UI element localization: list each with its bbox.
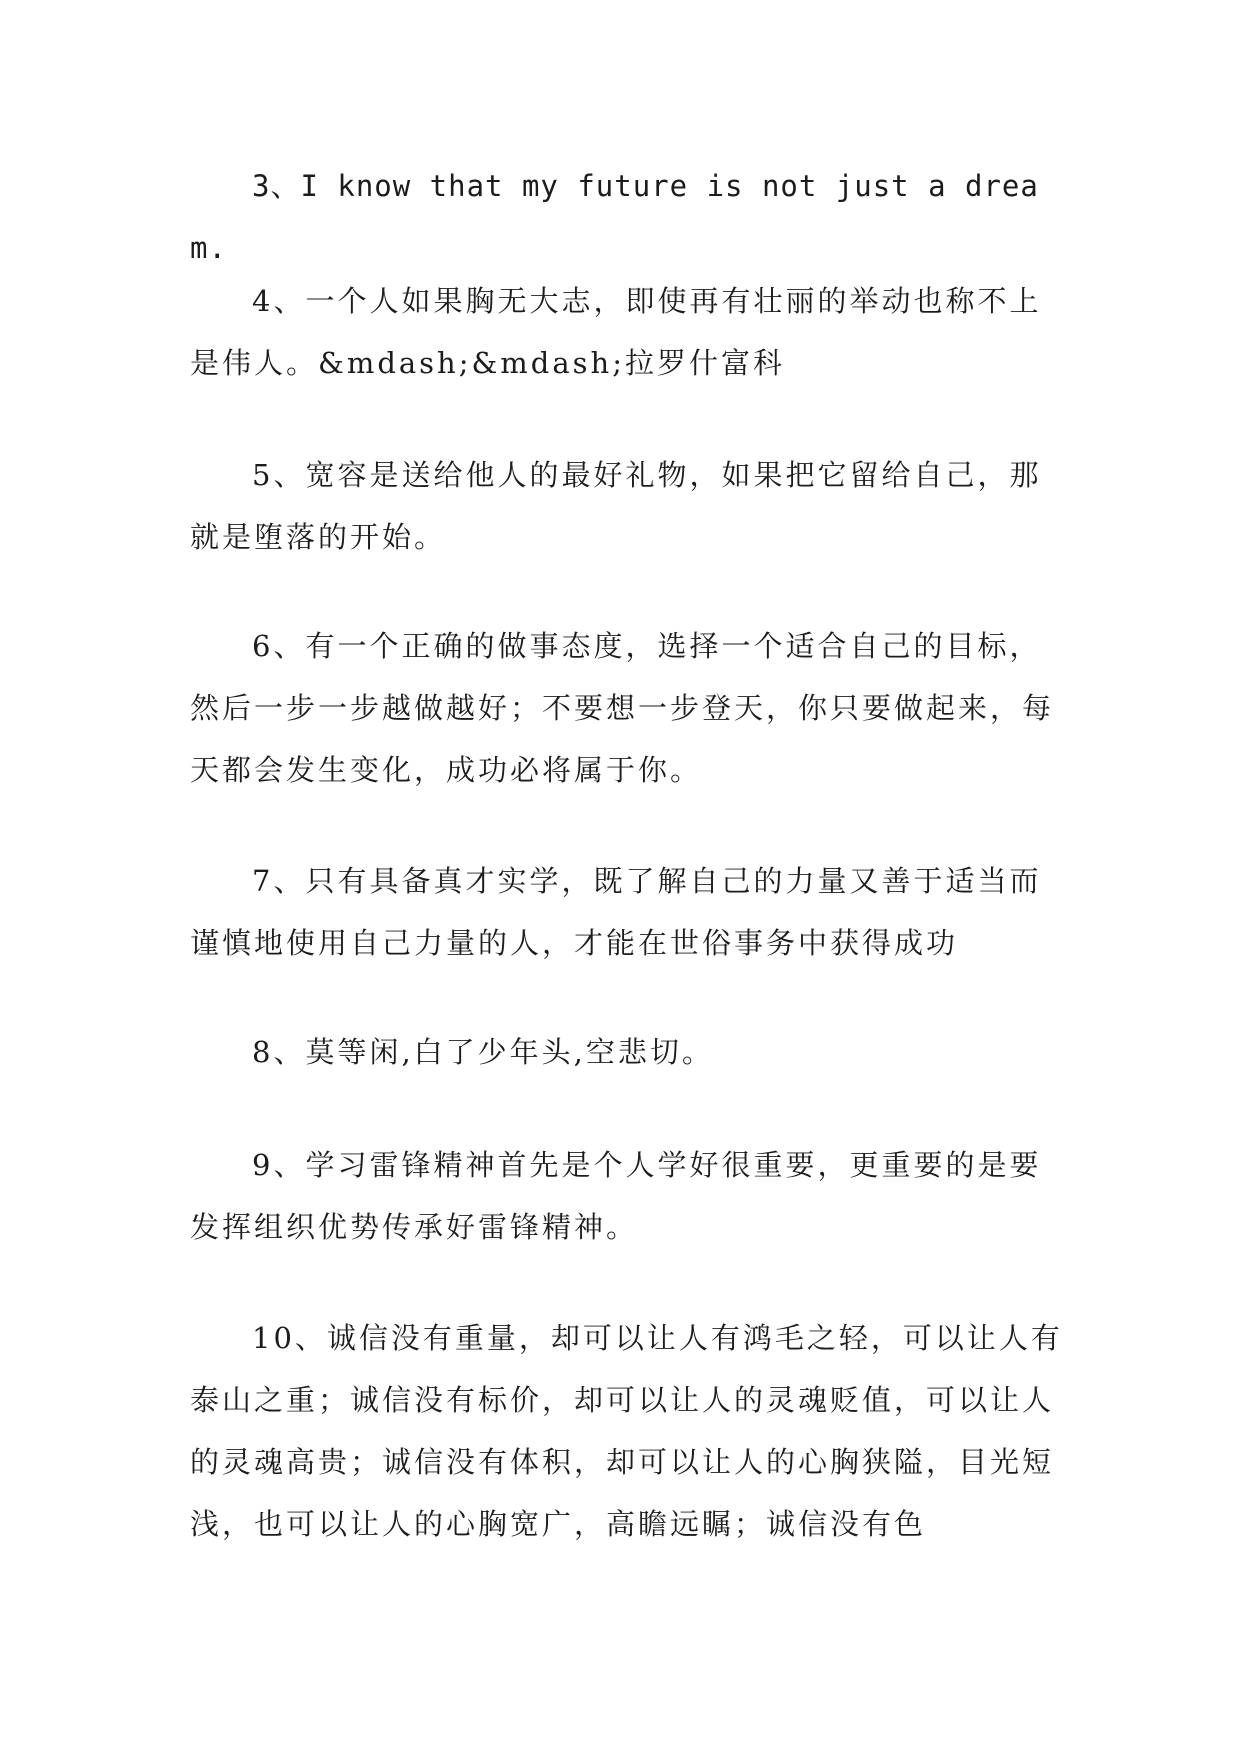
quote-paragraph-4: 4、一个人如果胸无大志，即使再有壮丽的举动也称不上是伟人。&mdash;&mdash;拉罗什富科 <box>190 284 1042 380</box>
quote-paragraph-6: 6、有一个正确的做事态度，选择一个适合自己的目标，然后一步一步越做越好；不要想一步登天，你只要做起来，每天都会发生变化，成功必将属于你。 <box>190 629 1055 787</box>
quote-paragraph-7: 7、只有具备真才实学，既了解自己的力量又善于适当而谨慎地使用自己力量的人，才能在世俗事务中获得成功 <box>190 864 1042 960</box>
quote-paragraph-10: 10、诚信没有重量，却可以让人有鸿毛之轻，可以让人有泰山之重；诚信没有标价，却可以让人的灵魂贬值，可以让人的灵魂高贵；诚信没有体积，却可以让人的心胸狭隘，目光短浅，也可以让人的心胸宽广，高瞻远瞩；诚信没有色 <box>190 1321 1063 1541</box>
quote-paragraph-9: 9、学习雷锋精神首先是个人学好很重要，更重要的是要发挥组织优势传承好雷锋精神。 <box>190 1148 1042 1244</box>
quote-paragraph-8: 8、莫等闲,白了少年头,空悲切。 <box>252 1035 714 1069</box>
quote-paragraph-5: 5、宽容是送给他人的最好礼物，如果把它留给自己，那就是堕落的开始。 <box>190 458 1042 554</box>
quote-paragraph-3: 3、I know that my future is not just a dream. <box>190 169 1039 265</box>
